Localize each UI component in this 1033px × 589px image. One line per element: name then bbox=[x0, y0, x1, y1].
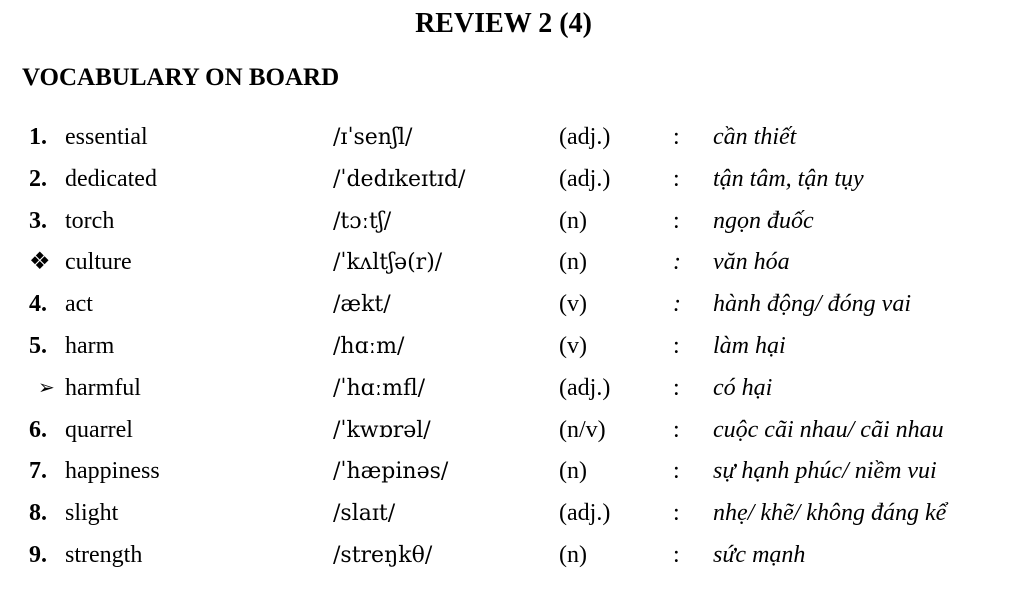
vocab-meaning: tận tâm, tận tụy bbox=[713, 165, 864, 192]
vocab-meaning: sự hạnh phúc/ niềm vui bbox=[713, 458, 937, 485]
separator: : bbox=[673, 207, 680, 234]
separator: : bbox=[673, 416, 680, 443]
vocab-part-of-speech: (v) bbox=[559, 332, 587, 359]
item-number: 6. bbox=[29, 416, 47, 443]
separator: : bbox=[673, 458, 680, 485]
vocab-meaning: cần thiết bbox=[713, 124, 797, 150]
vocab-meaning: văn hóa bbox=[713, 249, 790, 276]
item-number: 1. bbox=[29, 124, 47, 150]
vocab-part-of-speech: (adj.) bbox=[559, 374, 611, 401]
vocab-word: act bbox=[65, 291, 93, 318]
vocab-pronunciation: /hɑːm/ bbox=[333, 333, 405, 359]
vocab-meaning: làm hại bbox=[713, 332, 786, 359]
separator: : bbox=[673, 332, 680, 359]
vocab-word: slight bbox=[65, 500, 119, 527]
vocab-word: culture bbox=[65, 249, 132, 276]
vocab-part-of-speech: (n) bbox=[559, 249, 587, 276]
vocab-pronunciation: /tɔːtʃ/ bbox=[333, 208, 392, 234]
vocab-meaning: cuộc cãi nhau/ cãi nhau bbox=[713, 416, 944, 443]
vocab-word: dedicated bbox=[65, 165, 157, 192]
vocab-row bbox=[0, 368, 1033, 410]
separator: : bbox=[673, 249, 681, 276]
vocab-word: strength bbox=[65, 541, 143, 568]
vocab-meaning: hành động/ đóng vai bbox=[713, 291, 911, 318]
vocab-word: torch bbox=[65, 207, 115, 234]
vocab-pronunciation: /streŋkθ/ bbox=[333, 542, 433, 568]
vocab-part-of-speech: (v) bbox=[559, 291, 587, 318]
vocab-pronunciation: /ˈkwɒrəl/ bbox=[333, 417, 431, 443]
vocab-pronunciation: /ˈhɑːmfl/ bbox=[333, 375, 426, 401]
vocab-meaning: ngọn đuốc bbox=[713, 207, 814, 234]
vocab-row bbox=[0, 201, 1033, 243]
vocab-pronunciation: /ˈhæpinəs/ bbox=[333, 459, 449, 485]
vocabulary-list bbox=[0, 117, 1033, 577]
vocab-part-of-speech: (adj.) bbox=[559, 124, 611, 150]
vocab-word: quarrel bbox=[65, 416, 133, 443]
page-title: REVIEW 2 (4) bbox=[415, 8, 592, 39]
separator: : bbox=[673, 541, 680, 568]
vocab-word: happiness bbox=[65, 458, 160, 485]
separator: : bbox=[673, 165, 680, 192]
vocab-part-of-speech: (n) bbox=[559, 458, 587, 485]
item-number: 5. bbox=[29, 332, 47, 359]
item-number: 3. bbox=[29, 207, 47, 234]
vocab-row bbox=[0, 493, 1033, 535]
vocab-pronunciation: /slaɪt/ bbox=[333, 501, 396, 527]
vocab-row bbox=[0, 284, 1033, 326]
vocab-pronunciation: /ˈkʌltʃə(r)/ bbox=[333, 250, 443, 276]
diamond-bullet-icon: ❖ bbox=[29, 249, 51, 276]
vocab-part-of-speech: (n/v) bbox=[559, 416, 606, 443]
vocab-row bbox=[0, 451, 1033, 493]
vocab-pronunciation: /ɪˈsenʃl/ bbox=[333, 125, 413, 150]
vocab-row bbox=[0, 242, 1033, 284]
vocab-part-of-speech: (adj.) bbox=[559, 500, 611, 527]
vocab-word: essential bbox=[65, 124, 148, 150]
vocab-word: harmful bbox=[65, 374, 141, 401]
item-number: 2. bbox=[29, 165, 47, 192]
vocab-meaning: có hại bbox=[713, 374, 773, 401]
separator: : bbox=[673, 291, 681, 318]
item-number: 9. bbox=[29, 541, 47, 568]
vocab-meaning: sức mạnh bbox=[713, 541, 806, 568]
vocab-meaning: nhẹ/ khẽ/ không đáng kể bbox=[713, 500, 947, 527]
vocab-row bbox=[0, 159, 1033, 201]
vocab-pronunciation: /ˈdedɪkeɪtɪd/ bbox=[333, 166, 466, 192]
arrow-bullet-icon: ➢ bbox=[38, 376, 55, 399]
vocab-row bbox=[0, 535, 1033, 577]
vocab-part-of-speech: (n) bbox=[559, 207, 587, 234]
section-heading: VOCABULARY ON BOARD bbox=[22, 64, 340, 91]
item-number: 7. bbox=[29, 458, 47, 485]
separator: : bbox=[673, 124, 680, 150]
vocab-word: harm bbox=[65, 332, 115, 359]
separator: : bbox=[673, 500, 680, 527]
vocab-row bbox=[0, 410, 1033, 452]
vocab-pronunciation: /ækt/ bbox=[333, 292, 391, 318]
vocab-row bbox=[0, 117, 1033, 159]
separator: : bbox=[673, 374, 680, 401]
item-number: 4. bbox=[29, 291, 47, 318]
item-number: 8. bbox=[29, 500, 47, 527]
vocab-row bbox=[0, 326, 1033, 368]
vocab-part-of-speech: (n) bbox=[559, 541, 587, 568]
vocab-part-of-speech: (adj.) bbox=[559, 165, 611, 192]
